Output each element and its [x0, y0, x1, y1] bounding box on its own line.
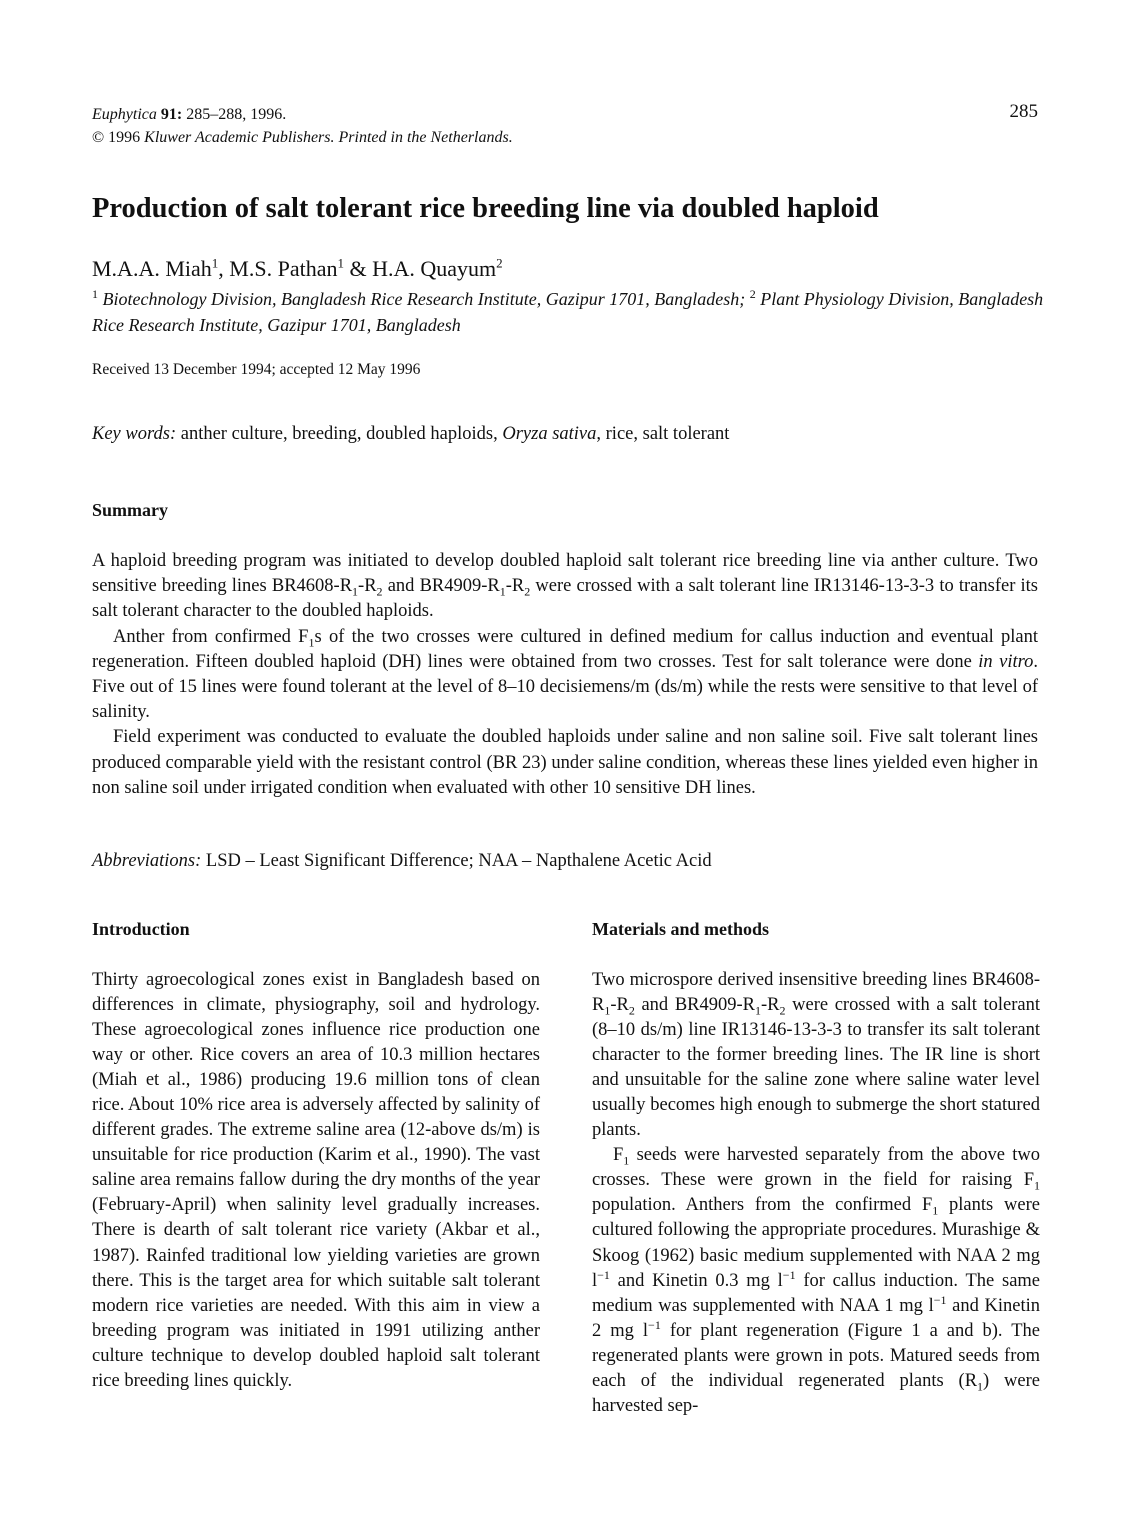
- summary-body: [92, 549, 1038, 801]
- text-run: were crossed with a salt tolerant (8–10 ds/m) line IR13146-13-3-3 to transfer its salt tolerant character to the former breeding lines. The IR line is short and unsuitable for the saline zone where saline water level usually becomes high enough to submerge the short statured plants.: [592, 995, 1040, 1141]
- summary-paragraph: [92, 549, 1038, 625]
- text-run: for plant regeneration (Figure 1 a and b). The regenerated plants were grown in pots. Matured seeds from each of the individual regenerated plants (R: [592, 1320, 1040, 1391]
- abbreviations: [92, 851, 712, 872]
- superscript: −1: [648, 1317, 661, 1332]
- affiliation-text: Plant Physiology Division, Bangladesh Rice Research Institute, Gazipur 1701, Bangladesh: [92, 289, 1044, 335]
- subscript: 1: [499, 584, 506, 599]
- introduction-heading: Introduction: [92, 919, 190, 939]
- text-run: s of the two crosses were cultured in defined medium for callus induction and eventual plant regeneration. Fifteen doubled haploid (DH) lines were obtained from two crosses. Test for salt tolerance were done: [92, 626, 1038, 672]
- superscript: −1: [597, 1267, 610, 1282]
- text-run: . Five out of 15 lines were found tolerant at the level of 8–10 decisiemens/m (ds/m) while the rests were sensitive to that level of salinity.: [92, 651, 1038, 723]
- methods-heading: Materials and methods: [592, 919, 769, 939]
- text-run: and BR4909-R: [382, 576, 500, 597]
- introduction-body: [92, 968, 540, 1394]
- subscript: 2: [779, 1003, 786, 1018]
- text-run: and Kinetin 2 mg l: [592, 1295, 1040, 1341]
- subscript: 2: [376, 584, 383, 599]
- affiliation-marker: 1: [337, 255, 344, 271]
- publisher: Kluwer Academic Publishers. Printed in the Netherlands.: [144, 129, 513, 146]
- journal-volume: 91:: [160, 106, 183, 123]
- affiliation-text: Biotechnology Division, Bangladesh Rice Research Institute, Gazipur 1701, Bangladesh;: [98, 289, 750, 309]
- methods-paragraph: [592, 968, 1040, 1143]
- methods-body: [592, 968, 1040, 1419]
- text-run: A haploid breeding program was initiated to develop doubled haploid salt tolerant rice breeding line via anther culture. Two sensitive breeding lines BR4608-R: [92, 551, 1038, 597]
- text-run: Two microspore derived insensitive breeding lines BR4608-R: [592, 970, 1040, 1016]
- author-list: [92, 256, 503, 282]
- subscript: 2: [524, 584, 531, 599]
- text-run: Anther from confirmed F: [113, 626, 309, 647]
- subscript: 1: [1034, 1179, 1040, 1194]
- text-run: F: [613, 1145, 624, 1166]
- subscript: 1: [308, 635, 315, 650]
- affiliation-marker: 2: [749, 287, 756, 301]
- superscript: −1: [933, 1292, 947, 1307]
- summary-heading: Summary: [92, 500, 168, 520]
- methods-paragraph: [592, 1143, 1040, 1419]
- author-name: , M.S. Pathan: [218, 256, 338, 281]
- subscript: 1: [755, 1003, 761, 1018]
- affiliations: [92, 286, 1052, 338]
- text-run: -R: [761, 995, 780, 1016]
- text-run: for callus induction. The same medium was supplemented with NAA 1 mg l: [592, 1270, 1041, 1316]
- subscript: 1: [932, 1204, 939, 1219]
- summary-paragraph: Field experiment was conducted to evaluate the doubled haploids under saline and non saline soil. Five salt tolerant lines produced comparable yield with the resistant control (BR 23) under saline condition, whereas these lines yielded even higher in non saline soil under irrigated condition when evaluated with other 10 sensitive DH lines.: [92, 727, 1038, 798]
- copyright-line: [92, 126, 513, 149]
- subscript: 1: [604, 1003, 611, 1018]
- summary-paragraph: [92, 625, 1038, 726]
- author-name: & H.A. Quayum: [343, 256, 497, 281]
- keywords-text: , rice, salt tolerant: [596, 424, 730, 444]
- affiliation-marker: 1: [92, 287, 98, 301]
- subscript: 1: [623, 1154, 630, 1169]
- introduction-paragraph: Thirty agroecological zones exist in Bangladesh based on differences in climate, physiography, soil and hydrology. These agroecological zones influence rice production one way or other. Rice covers an area of 10.3 million hectares (Miah et al., 1986) producing 19.6 million tons of clean rice. About 10% rice area is adversely affected by salinity of different grades. The extreme saline area (12-above ds/m) is unsuitable for rice production (Karim et al., 1990). The vast saline area remains fallow during the dry months of the year (February-April) when salinity level gradually increases. There is dearth of salt tolerant rice variety (Akbar et al., 1987). Rainfed traditional low yielding varieties are grown there. This is the target area for which suitable salt tolerant modern rice varieties are needed. With this aim in view a breeding program was initiated in 1991 utilizing anther culture technique to develop doubled haploid salt tolerant rice breeding lines quickly.: [92, 970, 540, 1391]
- text-run: were crossed with a salt tolerant line IR13146-13-3-3 to transfer its salt tolerant character to the doubled haploids.: [92, 576, 1038, 622]
- text-run: -R: [505, 576, 525, 597]
- paper-title: Production of salt tolerant rice breeding line via doubled haploid: [92, 193, 879, 224]
- text-run: seeds were harvested separately from the above two crosses. These were grown in the field for raising F: [592, 1145, 1040, 1191]
- subscript: 2: [628, 1003, 635, 1018]
- abbreviations-label: Abbreviations:: [92, 851, 202, 871]
- text-run: -R: [610, 995, 629, 1016]
- subscript: 1: [352, 584, 359, 599]
- text-run: and Kinetin 0.3 mg l: [609, 1270, 783, 1291]
- journal-pages-year: 285–288, 1996.: [186, 106, 287, 123]
- copyright-symbol: ©: [92, 129, 105, 146]
- received-dates: Received 13 December 1994; accepted 12 May 1996: [92, 361, 421, 378]
- subscript: 1: [977, 1379, 984, 1394]
- text-run: ) were harvested sep-: [592, 1370, 1040, 1416]
- species-name: Oryza sativa: [502, 424, 597, 444]
- superscript: −1: [782, 1267, 796, 1282]
- keywords-text: anther culture, breeding, doubled haploids,: [176, 424, 503, 444]
- keywords-label: Key words:: [92, 424, 177, 444]
- text-run: plants were cultured following the appropriate procedures. Murashige & Skoog (1962) basic medium supplemented with NAA 2 mg l: [592, 1195, 1040, 1291]
- journal-name: Euphytica: [92, 106, 157, 123]
- italic-term: in vitro: [978, 651, 1034, 672]
- keywords: [92, 424, 729, 445]
- text-run: population. Anthers from the confirmed F: [592, 1195, 933, 1216]
- journal-header: [92, 103, 513, 149]
- abbreviations-text: LSD – Least Significant Difference; NAA – Napthalene Acetic Acid: [201, 851, 712, 871]
- citation-line: [92, 103, 513, 126]
- affiliation-marker: 2: [496, 255, 503, 271]
- page-number: 285: [1009, 101, 1038, 122]
- text-run: and BR4909-R: [634, 995, 755, 1016]
- text-run: -R: [358, 576, 377, 597]
- copyright-year: 1996: [108, 129, 141, 146]
- author-name: M.A.A. Miah: [92, 256, 212, 281]
- affiliation-marker: 1: [211, 255, 219, 271]
